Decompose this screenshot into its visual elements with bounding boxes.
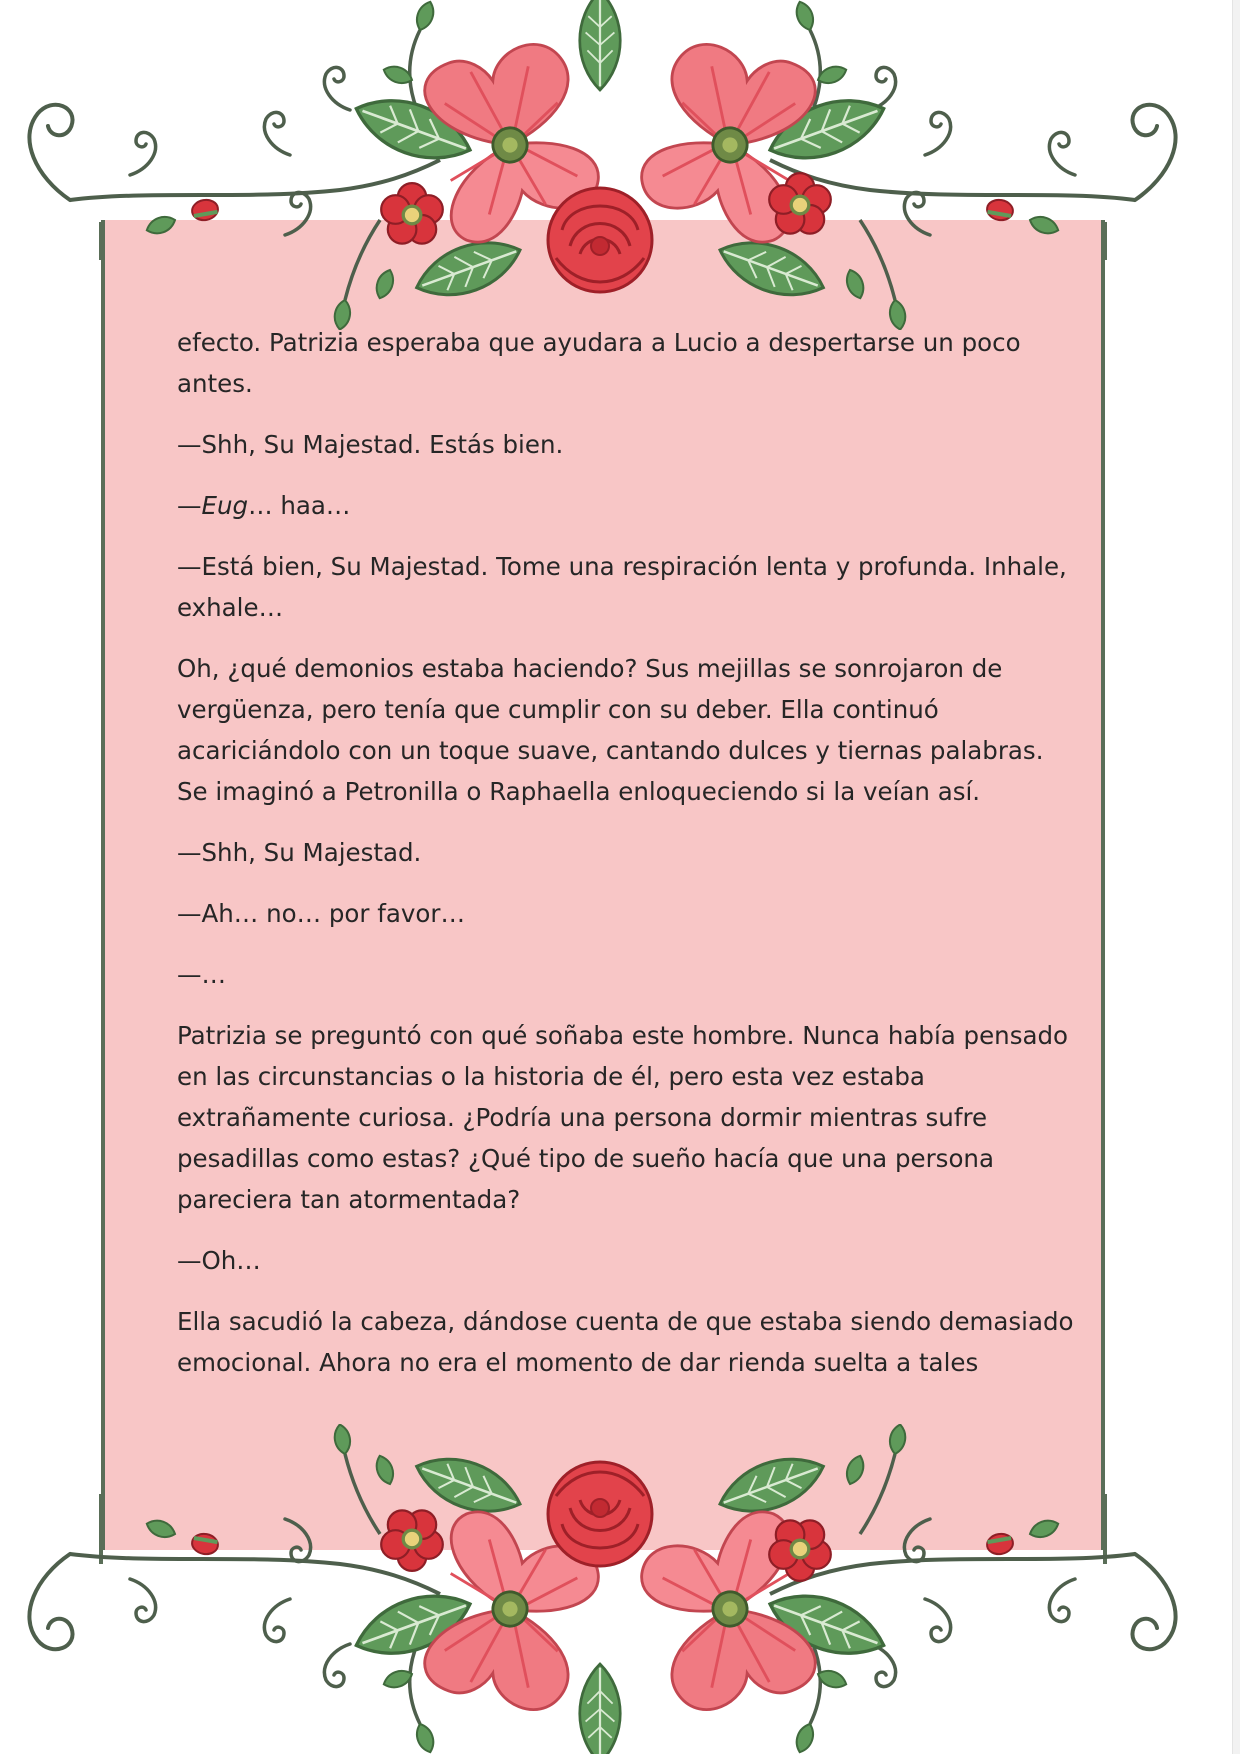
italic-word: Eug [201, 491, 249, 520]
bottom-floral-ornament-icon [0, 1424, 1240, 1754]
paragraph: efecto. Patrizia esperaba que ayudara a Lucio a despertarse un poco antes. [177, 328, 1021, 398]
paragraph-rest: … haa… [248, 491, 351, 520]
paragraph: —… [177, 960, 226, 989]
paragraph: —Shh, Su Majestad. Estás bien. [177, 430, 564, 459]
paragraph: —Shh, Su Majestad. [177, 838, 422, 867]
dialogue-dash: — [177, 491, 202, 520]
paragraph: Patrizia se preguntó con qué soñaba este hombre. Nunca había pensado en las circunstancias o la historia de él, pero esta vez estaba extrañamente curiosa. ¿Podría una persona dormir mientras sufre pesadillas como estas? ¿Qué tipo de sueño hacía que una persona pareciera tan atormentada? [177, 1021, 1069, 1214]
body-text [177, 322, 1077, 1403]
paragraph: Oh, ¿qué demonios estaba haciendo? Sus mejillas se sonrojaron de vergüenza, pero tenía que cumplir con su deber. Ella continuó acariciándolo con un toque suave, cantando dulces y tiernas palabras. Se imaginó a Petronilla o Raphaella enloqueciendo si la veían así. [177, 654, 1044, 806]
paragraph: Ella sacudió la cabeza, dándose cuenta de que estaba siendo demasiado emocional. Ahora no era el momento de dar rienda suelta a tales [177, 1307, 1074, 1377]
paragraph: —Está bien, Su Majestad. Tome una respiración lenta y profunda. Inhale, exhale… [177, 552, 1067, 622]
paragraph: —Oh… [177, 1246, 261, 1275]
top-floral-ornament-icon [0, 0, 1240, 330]
paragraph [177, 485, 1077, 526]
paragraph: —Ah… no… por favor… [177, 899, 465, 928]
